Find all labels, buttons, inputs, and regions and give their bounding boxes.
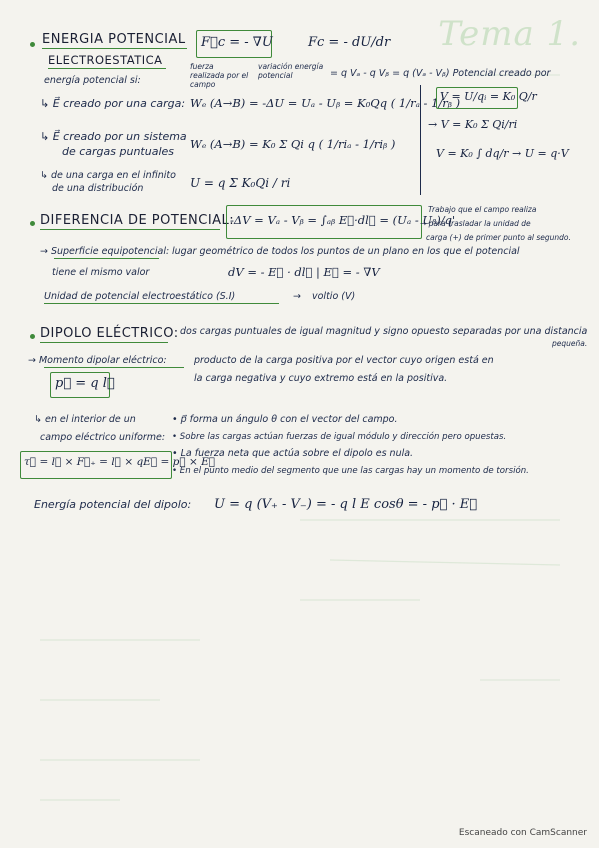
si-unit-value: voltio (V) xyxy=(312,291,356,302)
dipole-moment-label: → Momento dipolar eléctrico: xyxy=(28,355,167,366)
dipole-moment-definition-cont: la carga negativa y cuyo extremo está en la positiva. xyxy=(194,373,448,384)
row2-work-equation: Wₑ (A→B) = K₀ Σ Qi q ( 1/riₐ - 1/riᵦ ) xyxy=(190,137,396,151)
row1-work-equation: Wₑ (A→B) = -ΔU = Uₐ - Uᵦ = K₀Qq ( 1/rₐ - 1/rᵦ ) xyxy=(190,96,461,110)
potential-system: → V = K₀ Σ Qi/ri xyxy=(428,118,518,131)
row3-label-b: de una distribución xyxy=(52,183,144,194)
work-note-c: carga (+) de primer punto al segundo. xyxy=(426,233,571,242)
label-underline xyxy=(44,367,184,368)
equipotential-definition: lugar geométrico de todos los puntos de un plano en los que el potencial xyxy=(172,246,520,257)
title-diferencia-potencial: DIFERENCIA DE POTENCIAL: xyxy=(40,213,235,228)
torque-formula: τ⃗ = l⃗ × F⃗₊ = l⃗ × qE⃗ = p⃗ × E⃗ xyxy=(24,456,216,468)
dipole-point-4: • En el punto medio del segmento que une las cargas hay un momento de torsión. xyxy=(172,466,529,476)
section-bullet xyxy=(30,334,35,339)
potential-created-note: = q Vₐ - q Vᵦ = q (Vₐ - Vᵦ) Potencial creado por xyxy=(330,68,551,79)
potential-distribution: V = K₀ ∫ dq/r → U = q·V xyxy=(436,147,569,160)
dipole-point-3: • La fuerza neta que actúa sobre el dipolo es nula. xyxy=(172,448,414,459)
dipole-point-1: • p⃗ forma un ángulo θ con el vector del campo. xyxy=(172,414,398,425)
dipole-moment-formula: p⃗ = q l⃗ xyxy=(55,376,115,391)
label-underline xyxy=(54,258,159,259)
title-underline xyxy=(40,229,220,230)
row3-energy-equation: U = q Σ K₀Qi / ri xyxy=(190,176,291,190)
equipotential-definition-cont: tiene el mismo valor xyxy=(52,267,150,278)
title-dipolo-electrico: DIPOLO ELÉCTRICO: xyxy=(40,326,179,341)
intro-text: energía potencial si: xyxy=(44,75,141,86)
uniform-field-label-a: ↳ en el interior de un xyxy=(34,414,136,425)
equipotential-equation: dV = - E⃗ · dl⃗ | E⃗ = - ∇V xyxy=(228,265,380,279)
row2-label-b: de cargas puntuales xyxy=(62,145,175,158)
title-underline xyxy=(48,68,166,69)
scanner-watermark: Escaneado con CamScanner xyxy=(458,828,587,838)
dipole-definition-cont: pequeña. xyxy=(552,339,588,348)
si-unit-label: Unidad de potencial electroestático (S.I) xyxy=(44,291,236,302)
section-bullet xyxy=(30,221,35,226)
force-derivative-formula: Fc = - dU/dr xyxy=(308,35,391,50)
work-note-a: Trabajo que el campo realiza xyxy=(428,205,537,214)
dipole-point-2: • Sobre las cargas actúan fuerzas de igual módulo y dirección pero opuestas. xyxy=(172,432,507,442)
si-unit-arrow: → xyxy=(293,291,301,302)
equipotential-label: → Superficie equipotencial: xyxy=(40,246,170,257)
dipole-energy-label: Energía potencial del dipolo: xyxy=(34,498,192,511)
work-note-b: → para trasladar la unidad de xyxy=(420,219,531,228)
title-electroestatica: ELECTROESTATICA xyxy=(48,53,163,67)
dipole-energy-equation: U = q (V₊ - V₋) = - q l E cosθ = - p⃗ · E⃗ xyxy=(214,497,478,512)
row1-label: ↳ E⃗ creado por una carga: xyxy=(40,97,186,110)
row3-label-a: ↳ de una carga en el infinito xyxy=(40,170,176,181)
dipole-definition: dos cargas puntuales de igual magnitud y signo opuesto separadas por una distancia xyxy=(180,326,588,337)
uniform-field-label-b: campo eléctrico uniforme: xyxy=(40,432,166,443)
watermark-bleed-through: Tema 1. xyxy=(438,14,581,54)
potential-bracket xyxy=(420,85,421,195)
potential-point-charge: V = U/qᵢ = K₀ Q/r xyxy=(440,90,537,103)
row2-label-a: ↳ E⃗ creado por un sistema xyxy=(40,130,187,143)
force-gradient-formula: F⃗c = - ∇U xyxy=(201,35,273,50)
note-force-by-field: fuerza realizada por el campo xyxy=(190,62,249,89)
note-energy-variation: variación energía potencial xyxy=(258,62,324,80)
title-underline xyxy=(42,48,187,49)
potential-difference-equation: -ΔV = Vₐ - Vᵦ = ∫ₐᵦ E⃗·dl⃗ = (Uₐ - Uᵦ)/q' xyxy=(230,213,456,227)
title-underline xyxy=(40,342,168,343)
label-underline xyxy=(44,303,279,304)
title-energia-potencial: ENERGIA POTENCIAL xyxy=(42,32,186,47)
section-bullet xyxy=(30,42,35,47)
dipole-moment-definition: producto de la carga positiva por el vector cuyo origen está en xyxy=(194,355,494,366)
